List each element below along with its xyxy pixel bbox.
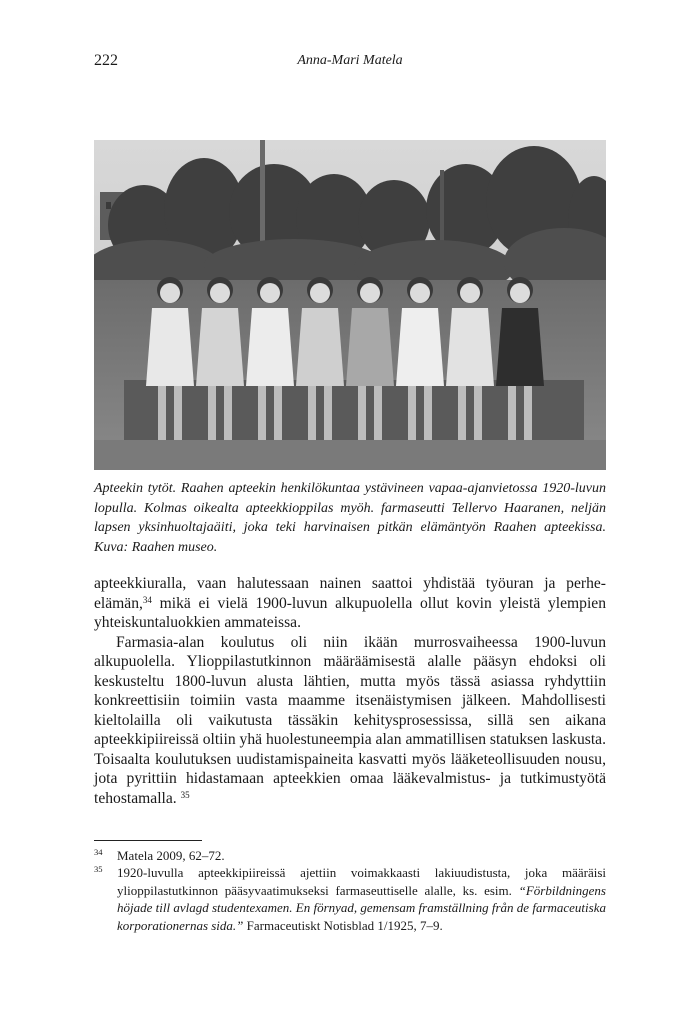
paragraph-text: apteekkiuralla, vaan halutessaan nainen saattoi yhdistää työuran ja perhe-elämän, [94, 575, 606, 612]
footnote [94, 864, 606, 934]
footnote [94, 847, 606, 864]
paragraph-text: mikä ei vielä 1900-luvun alkupuolella ollut kovin yleistä ylempien yhteiskuntaluokkien ammateissa. [94, 594, 606, 631]
footnote-rule [94, 840, 202, 841]
historical-group-photo [94, 140, 606, 470]
running-header [94, 52, 606, 72]
footnotes [94, 847, 606, 934]
paragraph [94, 633, 606, 809]
footnote-text: Matela 2009, 62–72. [117, 848, 225, 863]
footnote-ref: 34 [142, 594, 152, 605]
footnote-number: 34 [94, 847, 103, 857]
page-number: 222 [94, 52, 118, 69]
running-author: Anna-Mari Matela [297, 53, 403, 68]
footnote-number: 35 [94, 864, 103, 875]
footnote-text: 1920-luvulla apteekkipiireissä ajettiin voimakkaasti lakiuudistusta, joka määräisi ylioppilastutkinnon pääsyvaatimukseksi farmaseuttiselle alalle, ks. esim. [117, 865, 606, 898]
footnote-italic-title: “Förbildningens höjade till avlagd studentexamen. En förnyad, gemensam framställning från de farmaceutiska korporationernas sida.” [117, 882, 606, 933]
body-text [94, 574, 606, 808]
footnote-text: Farmaceutiskt Notisblad 1/1925, 7–9. [243, 917, 443, 933]
paragraph-text: Farmasia-alan koulutus oli niin ikään murrosvaiheessa 1900-luvun alkupuolella. Ylioppilastutkinnon määräämisestä alalle pääsyn ehdoksi oli keskusteltu 1800-luvun alusta lähtien, mutta myös tässä asiassa ryhdyttiin konkreettisiin toimiin vasta maamme itsenäistymisen jälkeen. Mahdollisesti kieltolailla oli vaikutusta tässäkin kehitysprosessissa, sillä sen aikana apteekkipiireissä oltiin yhä huolestuneempia alan ammatillisen statuksen laskusta. Toisaalta koulutuksen uudistamispaineita kasvatti myös lääketeollisuuden nousu, jota pyrittiin hidastamaan apteekkien omaa lääkevalmistus- ja tutkimustyötä tehostamalla. [94, 633, 606, 807]
figure-caption: Apteekin tytöt. Raahen apteekin henkilökuntaa ystävineen vapaa-ajanvietossa 1920-luvun lopulla. Kolmas oikealta apteekkioppilas myöh. farmaseutti Tellervo Haaranen, neljän lapsen yksinhuoltajaäiti, joka teki harvinaisen pitkän elämäntyön Raahen apteekissa. Kuva: Raahen museo. [94, 481, 606, 555]
footnote-ref: 35 [180, 789, 190, 800]
paragraph [94, 574, 606, 633]
